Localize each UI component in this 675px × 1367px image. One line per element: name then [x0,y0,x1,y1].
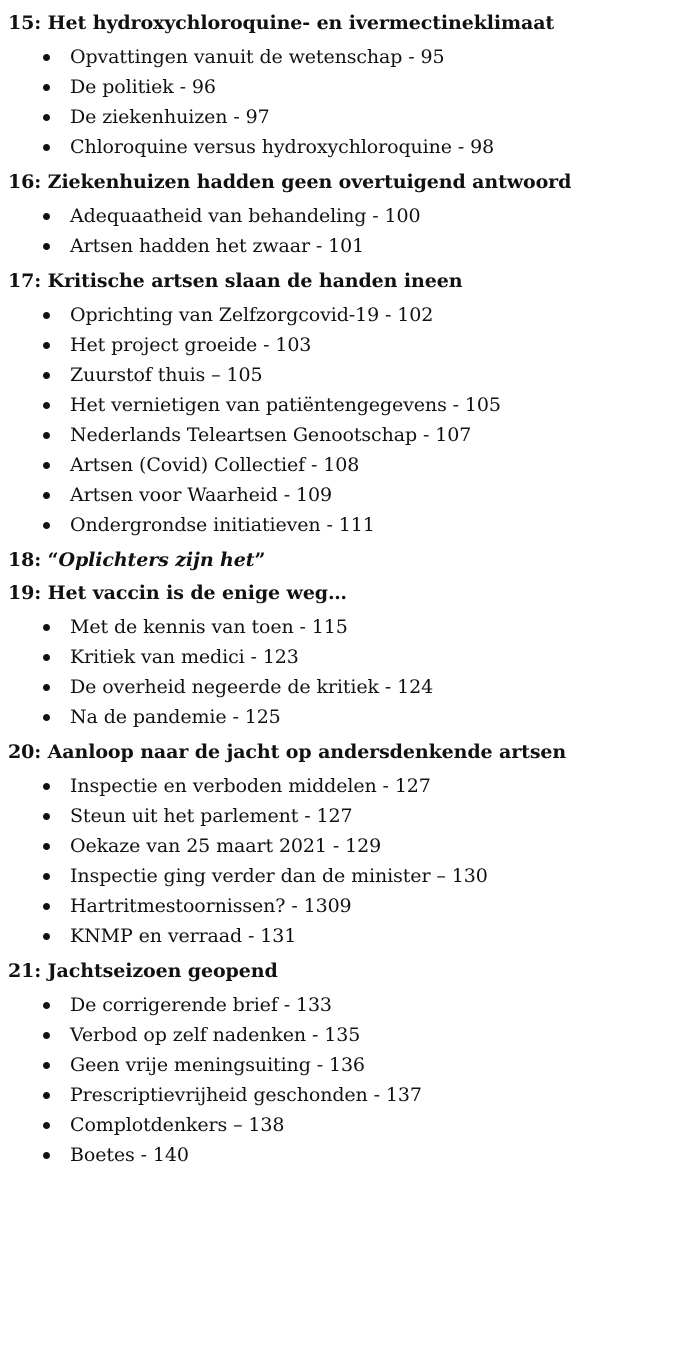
list-item: Hartritmestoornissen? - 1309 [42,891,675,921]
chapter-20 [8,740,675,951]
list-item: Chloroquine versus hydroxychloroquine - 98 [42,132,675,162]
list-item: Het project groeide - 103 [42,330,675,360]
chapter-title-suffix: ” [254,549,266,571]
list-item: Met de kennis van toen - 115 [42,612,675,642]
list-item: Oprichting van Zelfzorgcovid-19 - 102 [42,300,675,330]
list-item: Het vernietigen van patiëntengegevens - 105 [42,390,675,420]
chapter-title: 17: Kritische artsen slaan de handen ineen [8,270,463,292]
list-item: De ziekenhuizen - 97 [42,102,675,132]
list-item: Geen vrije meningsuiting - 136 [42,1050,675,1080]
list-item: Prescriptievrijheid geschonden - 137 [42,1080,675,1110]
list-item: Ondergrondse initiatieven - 111 [42,510,675,540]
chapter-entries [8,990,675,1170]
chapter-entries [8,42,675,162]
list-item: Opvattingen vanuit de wetenschap - 95 [42,42,675,72]
list-item: De politiek - 96 [42,72,675,102]
list-item: Na de pandemie - 125 [42,702,675,732]
list-item: Verbod op zelf nadenken - 135 [42,1020,675,1050]
list-item: Adequaatheid van behandeling - 100 [42,201,675,231]
list-item: Kritiek van medici - 123 [42,642,675,672]
list-item: Steun uit het parlement - 127 [42,801,675,831]
chapter-entries [8,300,675,540]
list-item: Artsen hadden het zwaar - 101 [42,231,675,261]
list-item: KNMP en verraad - 131 [42,921,675,951]
chapter-entries [8,612,675,732]
chapter-entries [8,201,675,261]
list-item: Inspectie en verboden middelen - 127 [42,771,675,801]
chapter-title: 15: Het hydroxychloroquine- en ivermectineklimaat [8,12,555,34]
list-item: Artsen (Covid) Collectief - 108 [42,450,675,480]
chapter-19 [8,581,675,732]
chapter-17 [8,269,675,540]
list-item: Oekaze van 25 maart 2021 - 129 [42,831,675,861]
list-item: De corrigerende brief - 133 [42,990,675,1020]
chapter-18 [8,548,675,573]
chapter-21 [8,959,675,1170]
chapter-16 [8,170,675,261]
chapter-title-prefix: 18: “ [8,549,59,571]
chapter-entries [8,771,675,951]
chapter-title: 16: Ziekenhuizen hadden geen overtuigend antwoord [8,171,572,193]
chapter-title: 20: Aanloop naar de jacht op andersdenkende artsen [8,741,567,763]
chapter-15 [8,11,675,162]
chapter-title: 21: Jachtseizoen geopend [8,960,278,982]
chapter-title: 19: Het vaccin is de enige weg… [8,582,347,604]
list-item: Nederlands Teleartsen Genootschap - 107 [42,420,675,450]
chapter-title [8,548,675,573]
list-item: Zuurstof thuis – 105 [42,360,675,390]
list-item: Inspectie ging verder dan de minister – 130 [42,861,675,891]
list-item: Artsen voor Waarheid - 109 [42,480,675,510]
list-item: Complotdenkers – 138 [42,1110,675,1140]
chapter-title-italic: Oplichters zijn het [58,549,255,571]
list-item: Boetes - 140 [42,1140,675,1170]
list-item: De overheid negeerde de kritiek - 124 [42,672,675,702]
